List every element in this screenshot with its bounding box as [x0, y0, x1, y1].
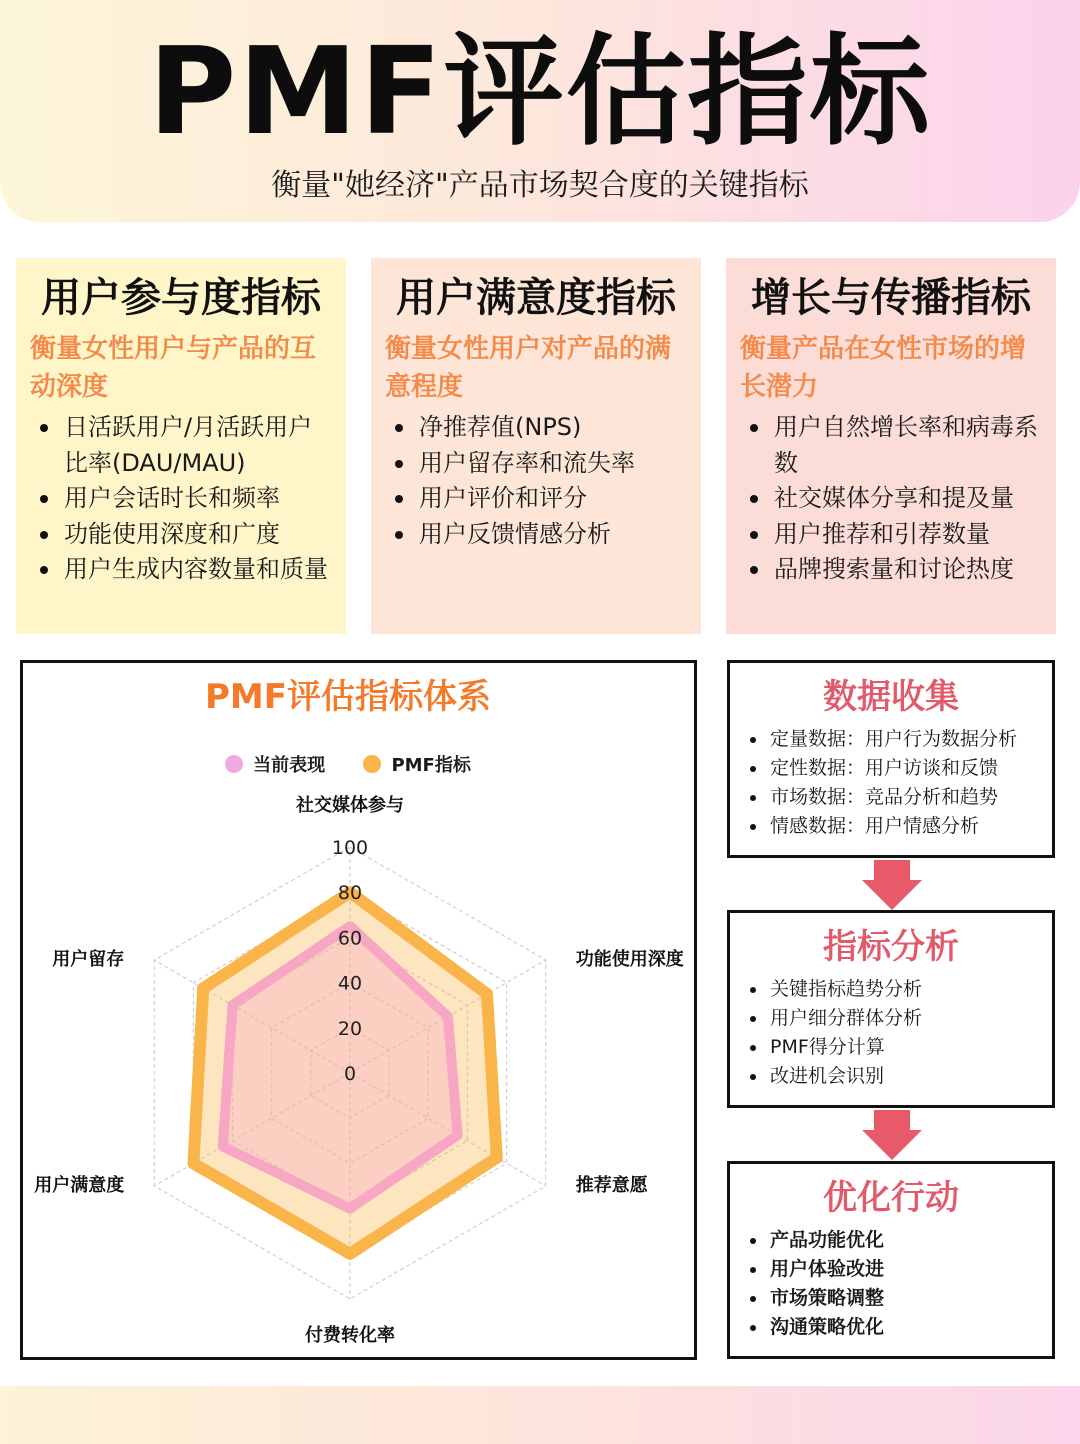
- tick-label: 60: [337, 927, 363, 950]
- card-description: 衡量女性用户与产品的互动深度: [30, 334, 317, 402]
- card-list: [30, 410, 332, 588]
- axis-label: 功能使用深度: [575, 949, 684, 970]
- list-item: 用户推荐和引荐数量: [740, 517, 1042, 553]
- list-item: 用户留存率和流失率: [385, 446, 687, 482]
- list-item: 用户体验改进: [748, 1255, 1034, 1284]
- satisfaction-card: [371, 258, 701, 634]
- optimization-box: [727, 1161, 1055, 1359]
- list-item: 品牌搜索量和讨论热度: [740, 552, 1042, 588]
- list-item: 日活跃用户/月活跃用户比率(DAU/MAU): [30, 410, 332, 481]
- page-title: PMF评估指标: [148, 23, 932, 162]
- list-item: 情感数据：用户情感分析: [748, 812, 1034, 841]
- list-item: 市场策略调整: [748, 1284, 1034, 1313]
- list-item: 用户细分群体分析: [748, 1004, 1034, 1033]
- header-banner: [0, 0, 1080, 222]
- axis-label: 用户满意度: [34, 1175, 125, 1196]
- flow-title: 指标分析: [823, 927, 959, 967]
- tick-label: 40: [337, 972, 363, 995]
- tick-label: 0: [343, 1063, 357, 1085]
- list-item: 市场数据：竞品分析和趋势: [748, 783, 1034, 812]
- list-item: 沟通策略优化: [748, 1313, 1034, 1342]
- card-title: 用户参与度指标: [41, 275, 321, 321]
- list-item: 改进机会识别: [748, 1062, 1034, 1091]
- list-item: 定性数据：用户访谈和反馈: [748, 754, 1034, 783]
- flow-title: 数据收集: [823, 677, 959, 717]
- list-item: 用户会话时长和频率: [30, 481, 332, 517]
- axis-label: 社交媒体参与: [296, 795, 404, 816]
- tick-label: 80: [337, 882, 363, 905]
- list-item: 关键指标趋势分析: [748, 975, 1034, 1004]
- chart-title: PMF评估指标体系: [205, 677, 491, 717]
- card-title: 增长与传播指标: [751, 275, 1031, 321]
- arrow-down-icon: [862, 860, 922, 910]
- engagement-card: [16, 258, 346, 634]
- card-description: 衡量女性用户对产品的满意程度: [385, 334, 672, 402]
- list-item: 用户反馈情感分析: [385, 517, 687, 553]
- card-list: [740, 410, 1042, 588]
- list-item: 净推荐值(NPS): [385, 410, 687, 446]
- list-item: PMF得分计算: [748, 1033, 1034, 1062]
- page-subtitle: 衡量"她经济"产品市场契合度的关键指标: [271, 168, 809, 203]
- footer-banner: [0, 1386, 1080, 1444]
- legend-label: 当前表现: [253, 755, 326, 776]
- list-item: 用户评价和评分: [385, 481, 687, 517]
- tick-label: 20: [337, 1017, 363, 1040]
- list-item: 功能使用深度和广度: [30, 517, 332, 553]
- flow-title: 优化行动: [823, 1178, 959, 1218]
- list-item: 用户自然增长率和病毒系数: [740, 410, 1042, 481]
- data-collection-box: [727, 660, 1055, 858]
- list-item: 定量数据：用户行为数据分析: [748, 725, 1034, 754]
- tick-label: 100: [331, 837, 369, 859]
- flow-list: [748, 975, 1034, 1091]
- list-item: 产品功能优化: [748, 1226, 1034, 1255]
- legend-label: PMF指标: [391, 755, 471, 776]
- list-item: 用户生成内容数量和质量: [30, 552, 332, 588]
- flow-list: [748, 725, 1034, 841]
- flow-list: [748, 1226, 1034, 1342]
- axis-label: 付费转化率: [305, 1325, 395, 1346]
- axis-label: 用户留存: [52, 949, 125, 970]
- list-item: 社交媒体分享和提及量: [740, 481, 1042, 517]
- card-title: 用户满意度指标: [396, 275, 676, 321]
- radar-chart: [23, 663, 694, 1357]
- metric-analysis-box: [727, 910, 1055, 1108]
- axis-label: 推荐意愿: [575, 1175, 648, 1196]
- radar-chart-panel: [20, 660, 697, 1360]
- card-list: [385, 410, 687, 552]
- growth-card: [726, 258, 1056, 634]
- card-description: 衡量产品在女性市场的增长潜力: [740, 334, 1027, 402]
- arrow-down-icon: [862, 1110, 922, 1160]
